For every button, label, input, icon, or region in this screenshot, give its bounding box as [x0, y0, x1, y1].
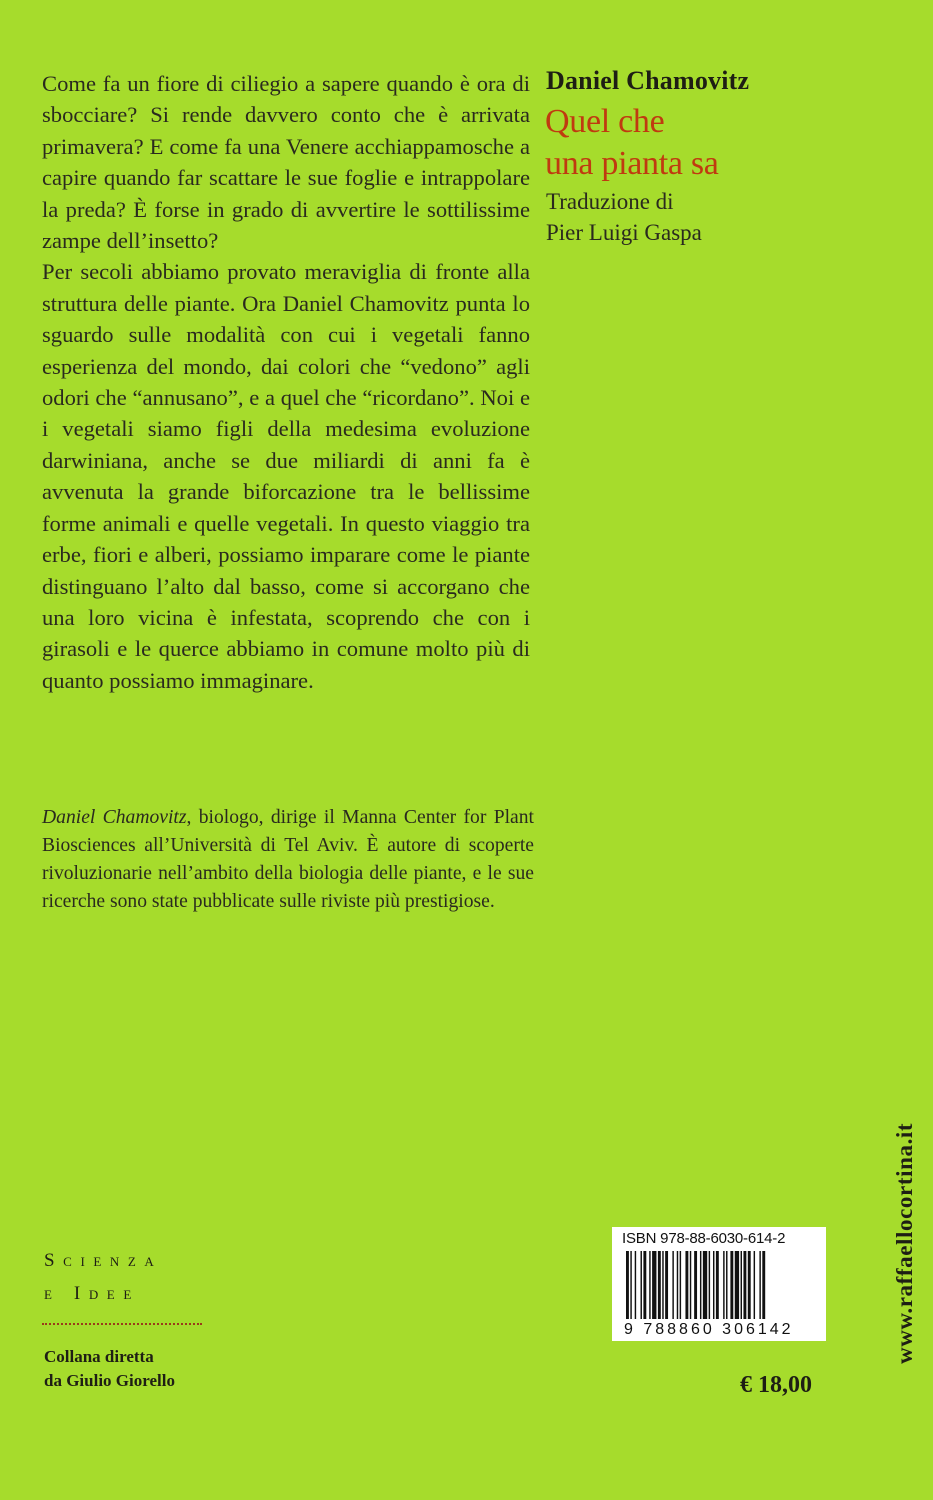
barcode-bar [735, 1251, 739, 1319]
series-editor-line-2: da Giulio Giorello [44, 1371, 175, 1390]
blurb-line: dell’insetto? [106, 228, 219, 254]
barcode-bar [672, 1251, 673, 1319]
translator-label: Traduzione di [546, 189, 674, 214]
author-bio [42, 804, 534, 916]
barcode-bar [694, 1251, 697, 1319]
price: € 18,00 [740, 1372, 812, 1398]
series-line-1: Scienza [44, 1250, 163, 1271]
blurb-line: scoprendo che con i girasoli e le querce ab [42, 604, 530, 662]
bio-line: ter for Plant Biosciences all’Università di Tel Aviv. È [42, 807, 534, 856]
author-name: Daniel Chamovitz [546, 66, 750, 95]
barcode-bar [652, 1251, 656, 1319]
series-editor-line-1: Collana diretta [44, 1347, 154, 1366]
blurb-line: Come fa un fiore di ciliegio a sapere quando è [42, 71, 477, 96]
dotted-divider [42, 1323, 202, 1325]
barcode-bar [700, 1251, 701, 1319]
barcode-bar [626, 1251, 629, 1319]
barcode-bar [723, 1251, 724, 1319]
barcode-bar [730, 1251, 733, 1319]
barcode-bar [690, 1251, 691, 1319]
barcode-bar [677, 1251, 678, 1319]
bio-line: , biologo, dirige il Manna Cen [186, 807, 436, 828]
translator-credit [546, 186, 866, 248]
barcode-bar [649, 1251, 650, 1319]
barcode-bar [716, 1251, 719, 1319]
blurb-line: si accorgano che una loro vicina è infestata, [42, 573, 530, 630]
blurb-line: mo immaginare. [165, 667, 314, 693]
back-cover-blurb [42, 68, 530, 696]
blurb-line: animali e quelle vegetali. In questo viaggio tra [102, 510, 530, 536]
bio-line: pubblicate sulle riviste più prestigiose. [192, 891, 495, 912]
blurb-line: ora di sbocciare? Si rende davvero conto che [42, 71, 530, 128]
barcode-bar [759, 1251, 760, 1319]
title-line-2: una pianta sa [545, 145, 719, 182]
barcode-box [612, 1227, 826, 1341]
blurb-line: colori che “vedono” agli odori che “annusano”, [42, 353, 530, 411]
bio-line: autore di scoperte rivoluzionarie nell’ambito della [42, 835, 534, 884]
blurb-line: te alla struttura delle piante. Ora Daniel Cha [42, 259, 530, 316]
barcode-digits: 9 788860 306142 [624, 1321, 794, 1338]
barcode-bar [641, 1251, 642, 1319]
blurb-line: re le sue foglie e intrappolare la preda? È for [42, 165, 530, 222]
barcode-bar [685, 1251, 688, 1319]
blurb-line: biamo in comune molto più di quanto possia [42, 636, 530, 693]
barcode-bar [635, 1251, 636, 1319]
barcode-bar [709, 1251, 710, 1319]
barcode-bar [662, 1251, 663, 1319]
series-name [44, 1244, 162, 1310]
title-line-1: Quel che [545, 103, 665, 140]
blurb-line: se in grado di avvertire le sottilissime zampe [42, 196, 530, 254]
blurb-line: acchiappamosche a capire quando far scatta [42, 133, 530, 191]
translator-name: Pier Luigi Gaspa [546, 220, 702, 245]
publisher-website: www.raffaellocortina.it [892, 1122, 917, 1364]
book-title [545, 101, 865, 185]
barcode-bar [743, 1251, 746, 1319]
blurb-line: movitz punta lo sguardo sulle modalità con [42, 290, 530, 348]
bio-author-name: Daniel Chamovitz [42, 807, 187, 828]
barcode-bar [748, 1251, 751, 1319]
blurb-paragraph-2 [42, 256, 530, 696]
blurb-line: e a quel che “ricordano”. Noi e i vegetali sia [42, 385, 530, 442]
blurb-line: na, anche se due miliardi di anni fa è avvenuta [42, 447, 530, 505]
series-line-2: e Idee [44, 1283, 140, 1304]
blurb-line: è arrivata primavera? E come fa una Venere [42, 102, 530, 159]
blurb-line: mo figli della medesima evoluzione darwinia [42, 416, 530, 473]
barcode-bar [713, 1251, 714, 1319]
barcode-bar [665, 1251, 668, 1319]
barcode-bar [630, 1251, 631, 1319]
barcode-bar [726, 1251, 727, 1319]
barcode-bar [680, 1251, 681, 1319]
series-editor [44, 1345, 175, 1393]
isbn-text: ISBN 978-88-6030-614-2 [622, 1230, 786, 1247]
blurb-line: cui i vegetali fanno esperienza del mondo, dai [42, 322, 530, 379]
blurb-paragraph-1 [42, 68, 530, 256]
barcode-bar [658, 1251, 661, 1319]
barcode-bar [754, 1251, 755, 1319]
blurb-line: Per secoli abbiamo provato meraviglia di fron [42, 259, 473, 285]
barcode-bar [703, 1251, 707, 1319]
barcode-bar [762, 1251, 765, 1319]
barcode-bar [741, 1251, 742, 1319]
blurb-line: erbe, fiori e alberi, possiamo imparare come [42, 542, 453, 568]
bio-line: biologia delle piante, e le sue ricerche sono state [42, 863, 535, 912]
barcode-bar [643, 1251, 646, 1319]
blurb-line: le piante distinguano l’alto dal basso, come [42, 542, 530, 599]
blurb-line: la grande biforcazione tra le bellissime forme [42, 479, 530, 536]
